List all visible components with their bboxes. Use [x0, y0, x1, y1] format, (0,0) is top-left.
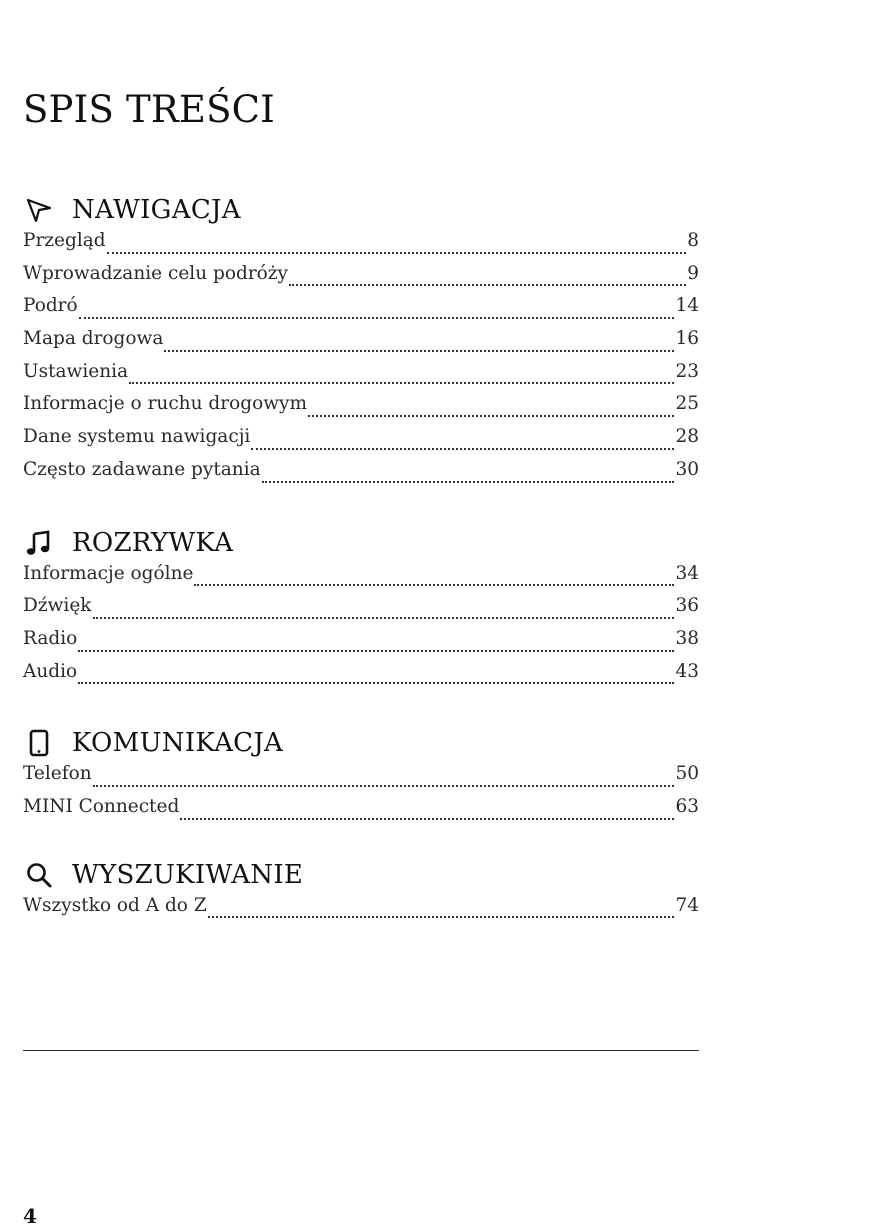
- entry-page: 28: [675, 426, 699, 448]
- section-navigation: [23, 190, 699, 492]
- entry-label: Telefon: [23, 763, 92, 785]
- dot-leader: [208, 915, 675, 918]
- entry-page: 34: [675, 562, 699, 584]
- toc-entry[interactable]: [23, 328, 699, 361]
- entry-label: Często zadawane pytania: [23, 458, 261, 480]
- section-search: [23, 855, 699, 928]
- table-of-contents: [23, 190, 699, 927]
- dot-leader: [78, 681, 674, 684]
- entry-page: 63: [675, 795, 699, 817]
- dot-leader: [93, 784, 675, 787]
- section-header: [23, 523, 699, 563]
- search-icon: [25, 861, 53, 889]
- entry-label: Wprowadzanie celu podróży: [23, 262, 289, 284]
- toc-entry[interactable]: [23, 796, 699, 829]
- section-header: [23, 723, 699, 763]
- dot-leader: [79, 316, 675, 319]
- entry-page: 14: [675, 295, 699, 317]
- phone-icon: [25, 729, 53, 757]
- section-title: KOMUNIKACJA: [72, 728, 284, 759]
- entry-label: Audio: [23, 660, 78, 682]
- toc-entry[interactable]: [23, 563, 699, 596]
- entry-page: 74: [675, 894, 699, 916]
- section-communication: [23, 723, 699, 828]
- entry-page: 50: [675, 763, 699, 785]
- entry-page: 38: [675, 627, 699, 649]
- entry-label: Dźwięk: [23, 595, 92, 617]
- footer-rule: [23, 1050, 699, 1051]
- entry-label: Ustawienia: [23, 360, 129, 382]
- dot-leader: [251, 447, 674, 450]
- dot-leader: [129, 381, 674, 384]
- entry-page: 23: [675, 360, 699, 382]
- entry-label: MINI Connected: [23, 795, 180, 817]
- dot-leader: [289, 283, 686, 286]
- toc-entry[interactable]: [23, 459, 699, 492]
- toc-entry[interactable]: [23, 361, 699, 394]
- toc-entry[interactable]: [23, 895, 699, 928]
- navigation-arrow-icon: [25, 196, 53, 224]
- section-entertainment: [23, 523, 699, 694]
- page-number: 4: [23, 1204, 37, 1228]
- dot-leader: [180, 817, 674, 820]
- toc-entry[interactable]: [23, 763, 699, 796]
- entry-label: Podró: [23, 295, 78, 317]
- entry-label: Dane systemu nawigacji: [23, 426, 251, 448]
- toc-entry[interactable]: [23, 263, 699, 296]
- section-header: [23, 190, 699, 230]
- toc-entry[interactable]: [23, 595, 699, 628]
- entry-label: Mapa drogowa: [23, 328, 164, 350]
- entry-page: 30: [675, 458, 699, 480]
- toc-entry[interactable]: [23, 295, 699, 328]
- music-note-icon: [25, 529, 53, 557]
- section-title: NAWIGACJA: [72, 195, 241, 225]
- page-title: SPIS TREŚCI: [23, 88, 275, 131]
- dot-leader: [78, 649, 674, 652]
- dot-leader: [194, 583, 674, 586]
- toc-entry[interactable]: [23, 393, 699, 426]
- dot-leader: [164, 349, 674, 352]
- entry-page: 25: [675, 393, 699, 415]
- entry-page: 9: [687, 262, 699, 284]
- entry-label: Informacje ogólne: [23, 562, 194, 584]
- dot-leader: [93, 616, 675, 619]
- toc-entry[interactable]: [23, 426, 699, 459]
- section-header: [23, 855, 699, 895]
- entry-page: 36: [675, 595, 699, 617]
- section-title: WYSZUKIWANIE: [72, 859, 304, 890]
- toc-entry[interactable]: [23, 628, 699, 661]
- dot-leader: [107, 251, 687, 254]
- entry-page: 8: [687, 230, 699, 251]
- dot-leader: [308, 414, 674, 417]
- entry-page: 43: [675, 660, 699, 682]
- entry-label: Informacje o ruchu drogowym: [23, 393, 308, 415]
- toc-entry[interactable]: [23, 661, 699, 694]
- entry-label: Radio: [23, 627, 78, 649]
- toc-entry[interactable]: [23, 230, 699, 263]
- dot-leader: [262, 480, 675, 483]
- entry-page: 16: [675, 328, 699, 350]
- section-title: ROZRYWKA: [72, 527, 234, 558]
- entry-label: Przegląd: [23, 230, 106, 251]
- entry-label: Wszystko od A do Z: [23, 894, 207, 916]
